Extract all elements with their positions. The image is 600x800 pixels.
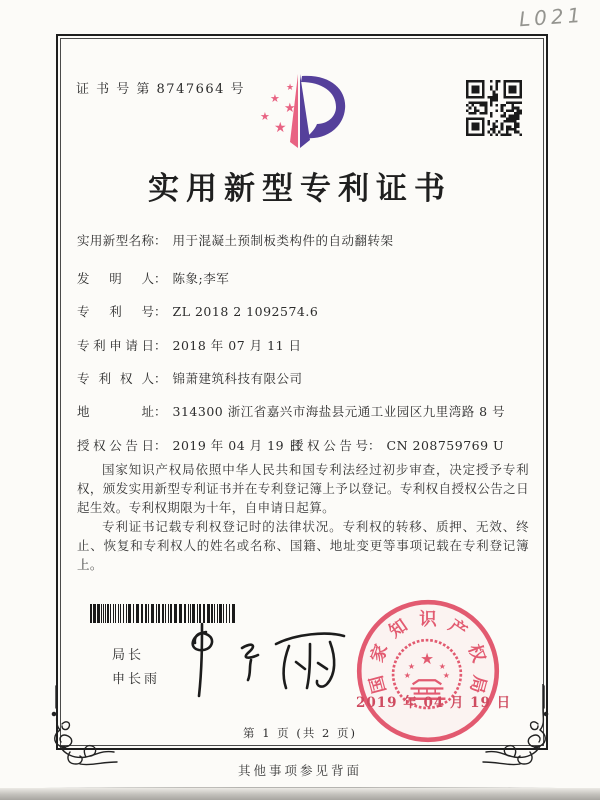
field-label: 授权公告号 <box>291 438 368 453</box>
field-colon: ： <box>368 438 381 453</box>
seal-date: 2019 年 04 月 19 日 <box>356 695 512 711</box>
director-name: 申长雨 <box>112 672 161 687</box>
field-colon: ： <box>154 304 167 319</box>
svg-text:★: ★ <box>260 110 270 123</box>
page-number: 第 1 页 (共 2 页) <box>243 726 357 740</box>
svg-text:国: 国 <box>366 673 391 696</box>
svg-text:★: ★ <box>286 83 295 93</box>
svg-text:★: ★ <box>284 101 296 116</box>
svg-text:★: ★ <box>274 120 287 136</box>
field-label: 专利号 <box>77 304 154 319</box>
field-value: CN 208759769 U <box>386 438 505 453</box>
field-colon: ： <box>154 438 167 453</box>
field-value: 陈象;李军 <box>172 271 230 286</box>
field-label: 实用新型名称 <box>77 233 154 248</box>
svg-text:知: 知 <box>385 615 412 643</box>
field-value: 2019 年 04 月 19 日 <box>172 438 302 453</box>
svg-text:家: 家 <box>367 641 393 666</box>
field-value: 314300 浙江省嘉兴市海盐县元通工业园区九里湾路 8 号 <box>172 404 506 419</box>
field-colon: ： <box>154 233 167 248</box>
back-side-note: 其他事项参见背面 <box>237 763 362 778</box>
legal-paragraph-2: 专利证书记载专利权登记时的法律状况。专利权的转移、质押、无效、终止、恢复和专利权人的姓名或名称、国籍、地址变更等事项记载在专利登记簿上。 <box>77 519 529 572</box>
legal-text <box>77 460 529 574</box>
field-label: 地址 <box>77 404 154 419</box>
svg-text:★: ★ <box>420 649 434 668</box>
field-colon: ： <box>154 338 167 353</box>
field-value: ZL 2018 2 1092574.6 <box>172 304 319 319</box>
director-block <box>112 644 160 692</box>
svg-text:★: ★ <box>270 92 280 105</box>
field-pair-grant-no <box>291 436 504 454</box>
field-row-name <box>77 231 531 249</box>
qr-code-icon <box>466 80 522 136</box>
field-colon: ： <box>154 371 167 386</box>
svg-text:★: ★ <box>438 660 447 671</box>
cnipa-logo-icon <box>246 68 356 158</box>
svg-text:权: 权 <box>463 641 489 666</box>
legal-paragraph-1: 国家知识产权局依照中华人民共和国专利法经过初步审查，决定授予专利权，颁发实用新型专利证书并在专利登记簿上予以登记。专利权自授权公告之日起生效。专利权期限为十年，自申请日起算。 <box>77 462 529 515</box>
svg-text:局: 局 <box>465 673 490 696</box>
field-row-filing-date <box>77 336 531 354</box>
handwritten-code: L021 <box>518 2 586 32</box>
field-row-grant <box>77 436 531 454</box>
field-value: 用于混凝土预制板类构件的自动翻转架 <box>172 233 394 248</box>
svg-text:★: ★ <box>403 670 412 681</box>
director-signature-icon <box>172 618 362 706</box>
field-value: 锦萧建筑科技有限公司 <box>172 371 303 386</box>
field-label: 发明人 <box>77 271 154 286</box>
svg-text:产: 产 <box>444 615 471 643</box>
field-colon: ： <box>154 271 167 286</box>
field-value: 2018 年 07 月 11 日 <box>172 338 302 353</box>
svg-text:识: 识 <box>419 609 437 630</box>
field-label: 专利权人 <box>77 371 154 386</box>
svg-text:★: ★ <box>442 670 451 681</box>
field-row-address <box>77 402 531 420</box>
field-label: 授权公告日 <box>77 438 154 453</box>
field-row-patentee <box>77 369 531 387</box>
svg-text:★: ★ <box>407 660 416 671</box>
certificate-title: 实用新型专利证书 <box>148 171 452 207</box>
field-row-patent-no <box>77 302 531 320</box>
director-title: 局长 <box>112 648 145 663</box>
field-label: 专利申请日 <box>77 338 154 353</box>
field-colon: ： <box>154 404 167 419</box>
certificate-number: 证 书 号 第 8747664 号 <box>76 82 246 97</box>
field-row-inventor <box>77 269 531 287</box>
scan-bottom-shade <box>0 788 600 800</box>
